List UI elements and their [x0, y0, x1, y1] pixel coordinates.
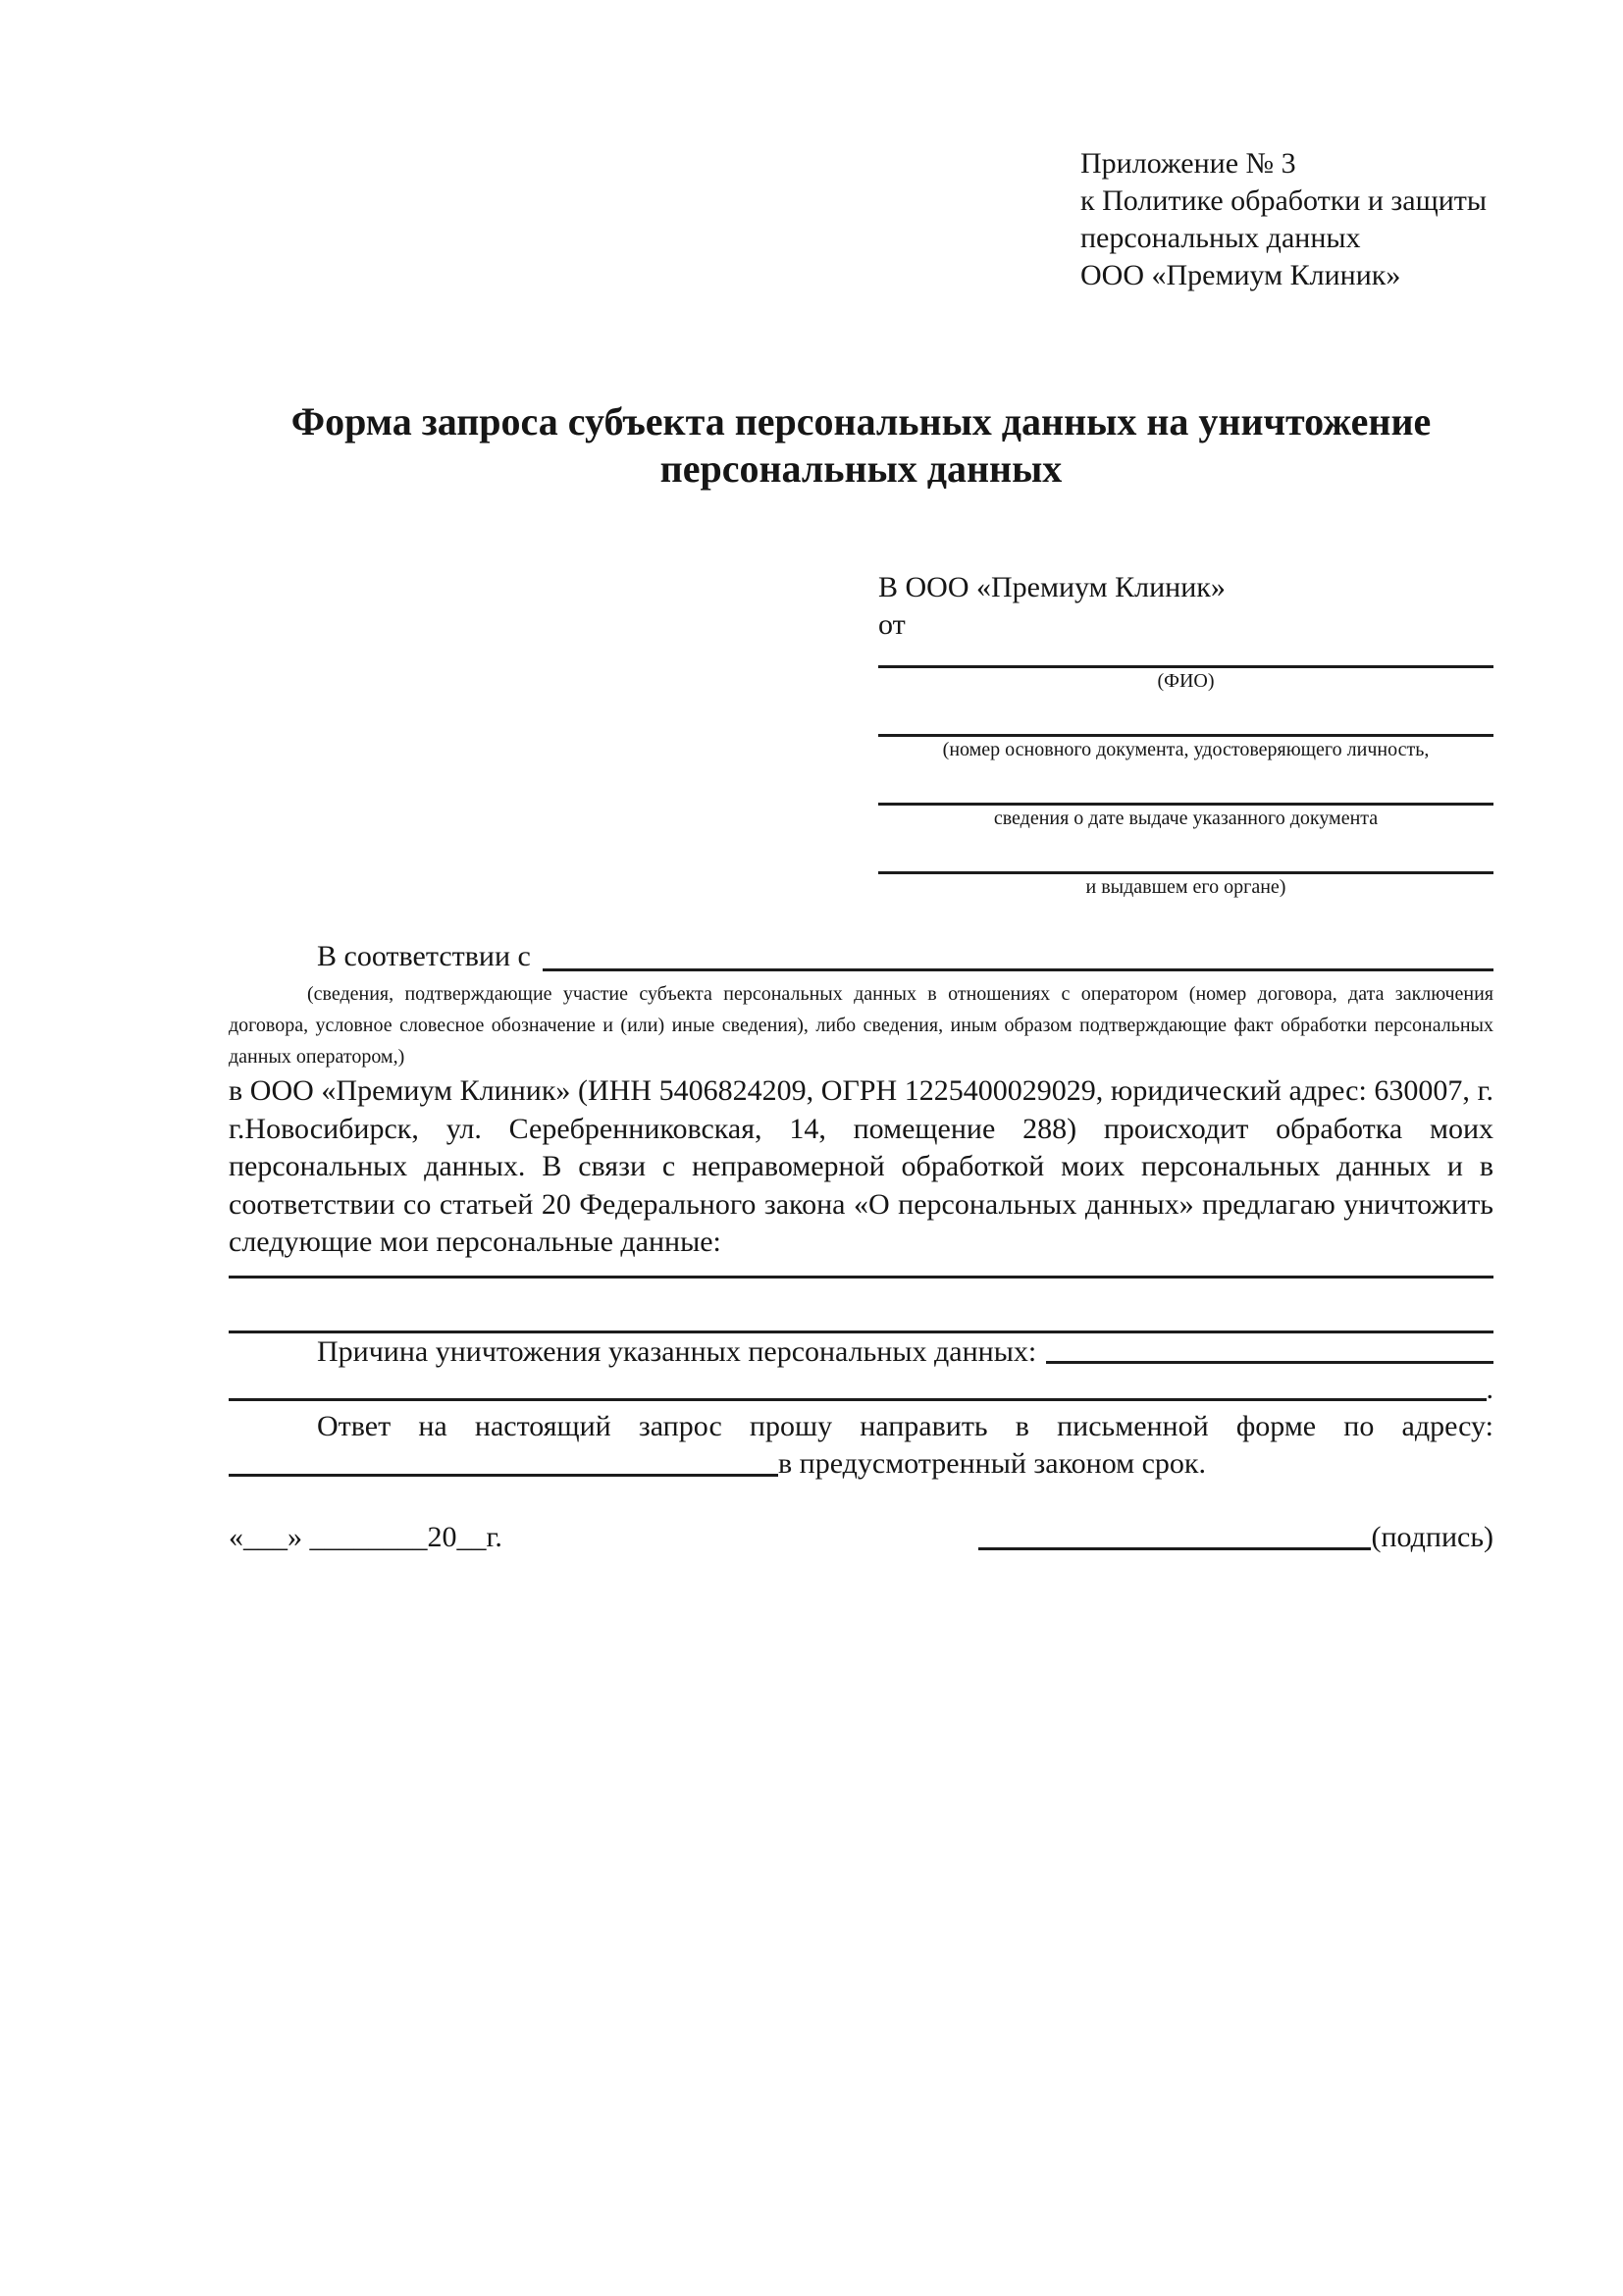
main-paragraph: в ООО «Премиум Клиник» (ИНН 5406824209, ОГРН 1225400029029, юридический адрес: 630007, г. г.Новосибирск, ул. Серебренниковская, 14, помещение 288) происходит обработка моих персональных данных. В связи с неправомерной обработкой моих персональных данных и в соответствии со статьей 20 Федерального закона «О персональных данных» предлагаю уничтожить следующие мои персональные данные:: [229, 1074, 1493, 1259]
issue-date-caption: сведения о дате выдаче указанного документа: [993, 808, 1379, 829]
personal-data-blank-line-2: [229, 1278, 1493, 1333]
reason-blank-line: [1046, 1333, 1493, 1364]
recipient-to: В ООО «Премиум Клиник»: [878, 571, 1226, 603]
reason-blank-line-2: [229, 1371, 1487, 1401]
answer-request-sentence: Ответ на настоящий запрос прошу направить в письменной форме по адресу:: [317, 1409, 1493, 1442]
accordance-lead: В соответствии с: [317, 940, 531, 972]
issuing-authority-blank-line: [878, 858, 1493, 874]
signature-blank-line: [978, 1547, 1371, 1550]
answer-tail-text: в предусмотренный законом срок.: [778, 1446, 1206, 1480]
recipient-from-label: от: [878, 608, 906, 641]
reason-continuation-row: [229, 1371, 1493, 1408]
answer-address-row: [229, 1445, 1493, 1483]
appendix-line-4: ООО «Премиум Клиник»: [1080, 259, 1401, 291]
id-document-blank-line: [878, 720, 1493, 737]
id-document-field: [878, 720, 1493, 762]
personal-data-blank-line-1: [229, 1262, 1493, 1278]
issuing-authority-caption: и выдавшем его органе): [1085, 876, 1286, 898]
signature-caption: (подпись): [1371, 1520, 1493, 1553]
appendix-line-3: персональных данных: [1080, 222, 1361, 254]
fio-field: [878, 652, 1493, 694]
reason-period: .: [1486, 1372, 1493, 1405]
accordance-row: [229, 935, 1493, 978]
accordance-blank-line: [543, 935, 1493, 971]
fio-blank-line: [878, 652, 1493, 668]
issue-date-field: [878, 789, 1493, 831]
appendix-line-2: к Политике обработки и защиты: [1080, 184, 1488, 217]
reason-row: [229, 1333, 1493, 1371]
document-title: Форма запроса субъекта персональных данных на уничтожение персональных данных: [290, 399, 1432, 491]
reason-label: Причина уничтожения указанных персональных данных:: [317, 1334, 1037, 1368]
accordance-note: (сведения, подтверждающие участие субъекта персональных данных в отношениях с оператором (номер договора, дата заключения договора, условное словесное обозначение и (или) иные сведения), либо сведения, иным образом подтверждающие факт обработки персональных данных оператором,): [229, 983, 1493, 1068]
address-blank-line: [229, 1445, 778, 1477]
issue-date-blank-line: [878, 789, 1493, 806]
signature-group: [978, 1518, 1493, 1557]
recipient-block: [878, 569, 1493, 900]
appendix-header: [1080, 145, 1493, 294]
date-blank-text: «___» ________20__г.: [229, 1520, 502, 1553]
fio-caption: (ФИО): [1157, 670, 1215, 692]
id-document-caption: (номер основного документа, удостоверяющего личность,: [942, 739, 1430, 760]
issuing-authority-field: [878, 858, 1493, 900]
appendix-line-1: Приложение № 3: [1080, 147, 1296, 180]
date-signature-row: [229, 1518, 1493, 1557]
